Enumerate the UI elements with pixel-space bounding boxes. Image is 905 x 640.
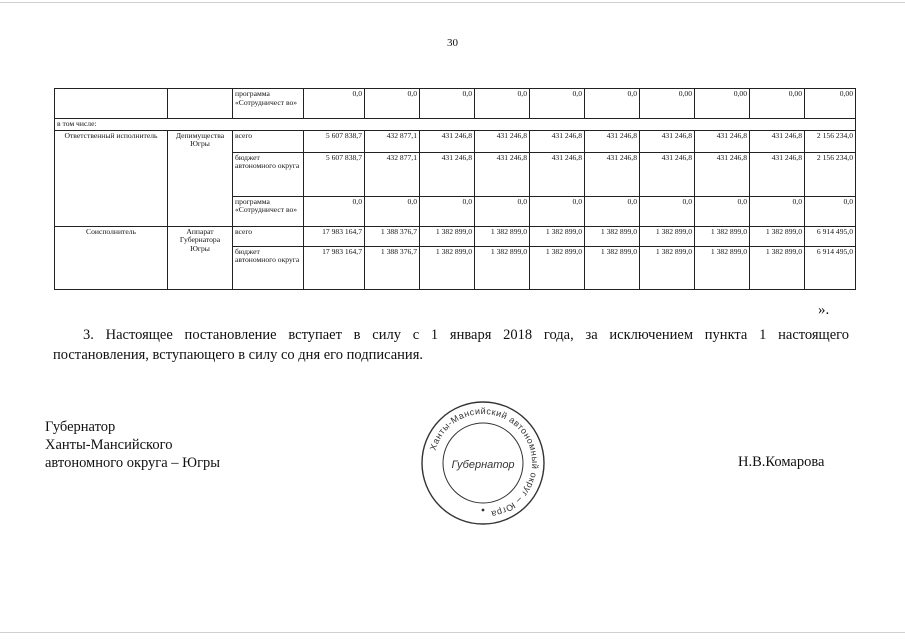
closing-quote: ». [818,302,830,318]
paragraph-line: 3. Настоящее постановление вступает в силу с 1 января 2018 года, за исключением пункта 1 настоящего [83,327,849,343]
table-row: программа «Сотрудничест во» 0,0 0,0 0,0 0,0 0,0 0,0 0,0 0,0 0,0 0,0 [55,196,856,226]
agency-cell: Депимущества Югры [168,130,233,226]
row-label: программа «Сотрудничест во» [233,89,304,119]
scan-edge-top [0,2,905,3]
stamp-ring-text: Ханты-Мансийский автономный округ – Югра [427,405,541,520]
table-row [55,119,856,131]
page-number: 30 [447,37,458,49]
row-label: всего [233,226,304,246]
budget-table [54,88,856,290]
row-label: бюджет автономного округа [233,152,304,196]
row-label: программа «Сотрудничест во» [233,196,304,226]
scan-edge-bottom [0,632,905,633]
table-row: бюджет автономного округа 5 607 838,7 432 877,1 431 246,8 431 246,8 431 246,8 431 246,8 431 246,8 431 246,8 431 246,8 2 156 234,0 [55,152,856,196]
stamp-center-text: Губернатор [451,459,515,471]
table-row: программа «Сотрудничест во» 0,0 0,0 0,0 0,0 0,0 0,0 0,00 0,00 0,00 0,00 [55,89,856,119]
table-row: Ответственный исполнитель Депимущества Югры всего 5 607 838,7 432 877,1 431 246,8 431 246,8 431 246,8 431 246,8 431 246,8 431 246,8 431 246,8 2 156 234,0 [55,130,856,152]
role-cell: Ответственный исполнитель [55,130,168,226]
role-cell: Соисполнитель [55,226,168,289]
official-stamp [418,398,548,528]
row-label: всего [233,130,304,152]
signatory-title: Губернатор Ханты-Мансийского автономного округа – Югры [45,419,221,471]
paragraph-line: постановления, вступающего в силу со дня его подписания. [53,347,423,363]
resolution-paragraph [53,325,849,365]
table-row: Соисполнитель Аппарат Губернатора Югры всего 17 983 164,7 1 388 376,7 1 382 899,0 1 382 899,0 1 382 899,0 1 382 899,0 1 382 899,0 1 382 899,0 1 382 899,0 6 914 495,0 [55,226,856,246]
agency-cell: Аппарат Губернатора Югры [168,226,233,289]
subsection-label: в том числе: [55,119,856,131]
row-label: бюджет автономного округа [233,246,304,289]
signatory-name: Н.В.Комарова [738,454,825,470]
table-row: бюджет автономного округа 17 983 164,7 1 388 376,7 1 382 899,0 1 382 899,0 1 382 899,0 1 382 899,0 1 382 899,0 1 382 899,0 1 382 899,0 6 914 495,0 [55,246,856,289]
